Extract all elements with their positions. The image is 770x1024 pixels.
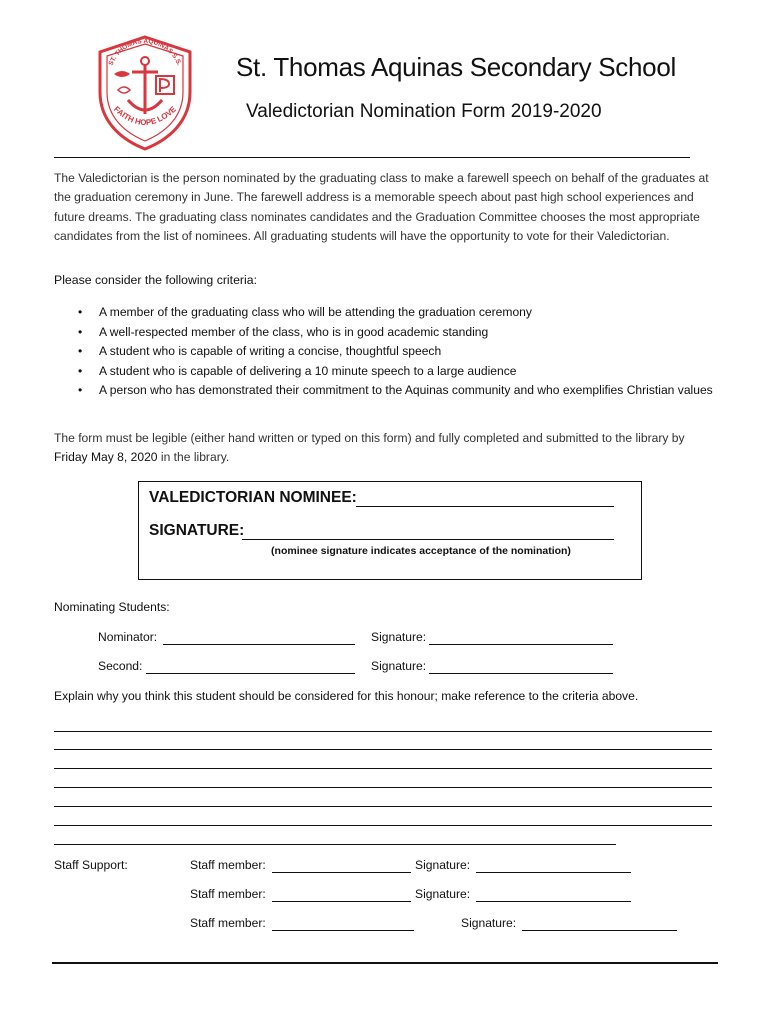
staff-signature-field[interactable] <box>522 930 677 931</box>
criteria-text: A well-respected member of the class, who is in good academic standing <box>99 324 489 339</box>
criteria-text: A member of the graduating class who will be attending the graduation ceremony <box>99 305 532 319</box>
bullet-icon: • <box>78 383 83 397</box>
svg-text:FAITH HOPE LOVE: FAITH HOPE LOVE <box>112 104 178 128</box>
staff-signature-label: Signature: <box>415 887 471 901</box>
school-seal-logo <box>96 34 194 152</box>
svg-text:ST. THOMAS AQUINAS S.S.: ST. THOMAS AQUINAS S.S. <box>107 37 183 67</box>
explain-prompt: Explain why you think this student should be considered for this honour; make reference to the criteria above. <box>54 689 639 703</box>
staff-member-field[interactable] <box>272 901 411 902</box>
submission-instructions <box>54 429 714 468</box>
second-field[interactable] <box>146 673 355 674</box>
explain-line[interactable] <box>54 768 712 769</box>
nominator-signature-label: Signature: <box>371 630 427 644</box>
explain-line[interactable] <box>54 844 616 845</box>
staff-member-label: Staff member: <box>190 916 266 930</box>
nominator-signature-field[interactable] <box>429 644 613 645</box>
nominee-note: (nominee signature indicates acceptance of the nomination) <box>271 545 571 557</box>
explain-line[interactable] <box>54 749 712 750</box>
submission-text: The form must be legible (either hand written or typed on this form) and fully completed and submitted to the library by <box>54 431 685 445</box>
nominee-name-field[interactable] <box>356 506 614 507</box>
nominating-heading: Nominating Students: <box>54 600 170 614</box>
staff-signature-label: Signature: <box>461 916 517 930</box>
submission-location: in the library. <box>157 450 230 465</box>
criteria-text: A person who has demonstrated their commitment to the Aquinas community and who exemplifies Christian values <box>99 383 713 397</box>
submission-deadline: Friday May 8, 2020 <box>54 450 158 465</box>
second-signature-label: Signature: <box>371 659 427 673</box>
explain-line[interactable] <box>54 731 712 732</box>
criteria-list <box>78 303 718 401</box>
school-name: St. Thomas Aquinas Secondary School <box>236 52 676 82</box>
list-item <box>78 362 718 382</box>
header-divider <box>54 157 690 158</box>
explain-line[interactable] <box>54 787 712 788</box>
staff-member-label: Staff member: <box>190 887 266 901</box>
criteria-heading: Please consider the following criteria: <box>54 273 258 287</box>
nominee-signature-label: SIGNATURE: <box>149 522 245 539</box>
staff-signature-field[interactable] <box>476 901 631 902</box>
criteria-text: A student who is capable of delivering a 10 minute speech to a large audience <box>99 363 517 378</box>
staff-heading: Staff Support: <box>54 858 128 872</box>
second-label: Second: <box>98 659 143 673</box>
bullet-icon: • <box>78 305 83 319</box>
list-item <box>78 342 718 362</box>
nominator-label: Nominator: <box>98 630 158 644</box>
staff-signature-field[interactable] <box>476 872 631 873</box>
bullet-icon: • <box>78 344 83 358</box>
nominee-label: VALEDICTORIAN NOMINEE: <box>149 489 357 506</box>
bullet-icon: • <box>78 363 83 378</box>
nominee-signature-field[interactable] <box>242 539 614 540</box>
nominee-box <box>138 481 642 580</box>
second-signature-field[interactable] <box>429 673 613 674</box>
list-item <box>78 381 718 401</box>
bullet-icon: • <box>78 324 83 339</box>
explain-line[interactable] <box>54 806 712 807</box>
nominator-field[interactable] <box>163 644 355 645</box>
explain-line[interactable] <box>54 825 712 826</box>
staff-member-label: Staff member: <box>190 858 266 872</box>
criteria-text: A student who is capable of writing a concise, thoughtful speech <box>99 344 442 358</box>
list-item <box>78 323 718 343</box>
list-item <box>78 303 718 323</box>
intro-paragraph: The Valedictorian is the person nominated by the graduating class to make a farewell speech on behalf of the graduates at the graduation ceremony in June. The farewell address is a memorable speech about past high school experiences and future dreams. The graduating class nominates candidates and the Graduation Committee chooses the most appropriate candidates from the list of nominees. All graduating students will have the opportunity to vote for their Valedictorian. <box>54 171 709 243</box>
staff-signature-label: Signature: <box>415 858 471 872</box>
staff-member-field[interactable] <box>272 930 414 931</box>
form-title: Valedictorian Nomination Form 2019-2020 <box>246 101 602 122</box>
footer-divider <box>52 962 718 964</box>
staff-member-field[interactable] <box>272 872 411 873</box>
